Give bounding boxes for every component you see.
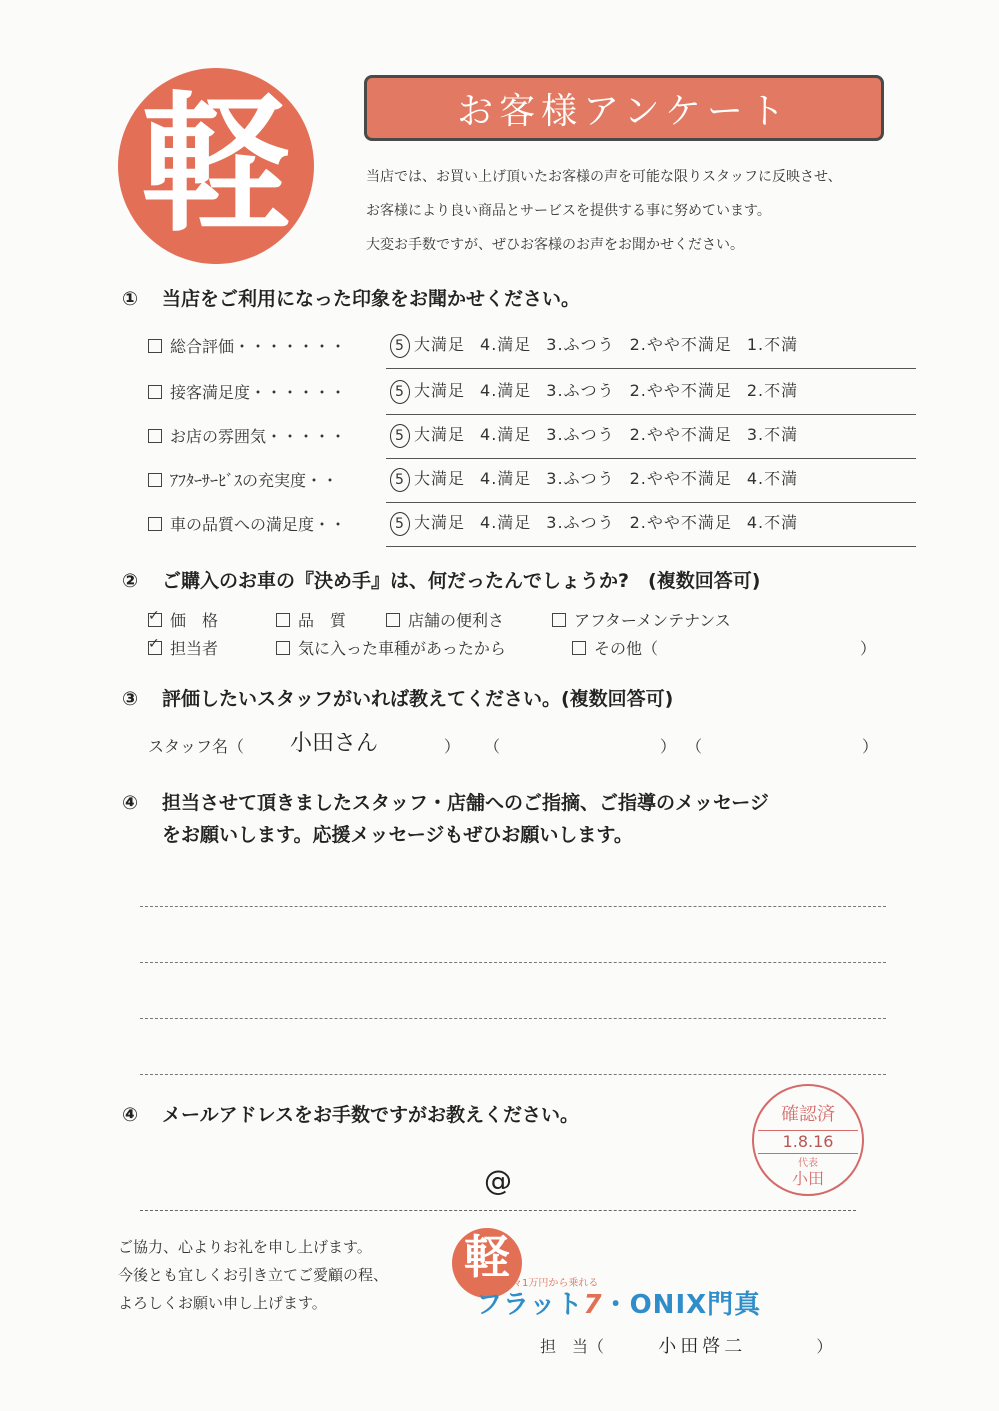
q1-row-label: 接客満足度・・・・・・ — [148, 380, 346, 403]
staff-label: スタッフ名（ — [148, 737, 245, 756]
answer-line — [386, 546, 916, 547]
checkbox[interactable] — [148, 473, 162, 487]
q1-row-label: ｱﾌﾀｰｻｰﾋﾞｽの充実度・・ — [148, 468, 338, 491]
email-at-sign: @ — [484, 1164, 512, 1197]
checkbox[interactable] — [386, 613, 400, 627]
staff-open-3: （ — [686, 737, 703, 756]
brand-tagline: 月々1万円から乗れる — [502, 1278, 599, 1289]
q2-heading — [122, 566, 760, 593]
stamp-role: 代表 — [798, 1158, 818, 1169]
checkbox[interactable] — [148, 429, 162, 443]
confirmation-stamp — [752, 1084, 864, 1196]
stamp-date: 1.8.16 — [758, 1130, 858, 1154]
email-input-line[interactable] — [140, 1210, 856, 1211]
q4-number: ④ — [122, 792, 139, 814]
selected-circle[interactable]: 5 — [390, 424, 410, 448]
q2-text: ご購入のお車の『決め手』は、何だったんでしょうか? (複数回答可) — [162, 570, 761, 592]
stamp-top: 確認済 — [781, 1104, 835, 1125]
checkbox[interactable] — [148, 385, 162, 399]
q1-row-label: 車の品質への満足度・・ — [148, 512, 346, 535]
answer-line — [386, 458, 916, 459]
checkbox[interactable] — [148, 339, 162, 353]
answer-line — [386, 414, 916, 415]
checkbox[interactable] — [148, 517, 162, 531]
q2-number: ② — [122, 570, 139, 592]
intro-line-3: 大変お手数ですが、ぜひお客様のお声をお聞かせください。 — [366, 237, 744, 253]
checkbox-checked[interactable] — [148, 641, 162, 655]
answer-line — [386, 368, 916, 369]
q1-row-label: 総合評価・・・・・・・ — [148, 334, 346, 357]
intro-line-2: お客様により良い商品とサービスを提供する事に努めています。 — [366, 203, 771, 219]
q3-number: ③ — [122, 688, 139, 710]
q1-scale: 5 大満足 4.満足 3.ふつう 2.やや不満足 4.不満 — [390, 466, 813, 492]
q4-line-1: 担当させて頂きましたスタッフ・店舗へのご指摘、ご指導のメッセージ — [162, 792, 769, 814]
q1-heading — [122, 284, 580, 311]
tantou-close: ） — [816, 1337, 833, 1356]
q3-text: 評価したいスタッフがいれば教えてください。(複数回答可) — [162, 688, 674, 710]
title-banner — [364, 75, 884, 141]
q1-scale: 5 大満足 4.満足 3.ふつう 2.やや不満足 2.不満 — [390, 378, 813, 404]
q1-scale: 5 大満足 4.満足 3.ふつう 2.やや不満足 3.不満 — [390, 422, 813, 448]
q1-scale: 5 大満足 4.満足 3.ふつう 2.やや不満足 1.不満 — [390, 332, 813, 358]
option-model[interactable]: 気に入った車種があったから — [276, 636, 506, 659]
staff-open-2: （ — [484, 737, 501, 756]
selected-circle[interactable]: 5 — [390, 468, 410, 492]
page-title: お客様アンケート — [457, 90, 791, 132]
selected-circle[interactable]: 5 — [390, 334, 410, 358]
person-in-charge — [540, 1332, 832, 1358]
message-line[interactable] — [140, 906, 886, 907]
q1-scale: 5 大満足 4.満足 3.ふつう 2.やや不満足 4.不満 — [390, 510, 813, 536]
checkbox[interactable] — [276, 641, 290, 655]
message-line[interactable] — [140, 962, 886, 963]
selected-circle[interactable]: 5 — [390, 512, 410, 536]
q5-number: ④ — [122, 1104, 139, 1126]
staff-close-3: ） — [862, 737, 879, 756]
intro-line-1: 当店では、お買い上げ頂いたお客様の声を可能な限りスタッフに反映させ、 — [366, 169, 842, 185]
q5-text: メールアドレスをお手数ですがお教えください。 — [162, 1104, 580, 1126]
q1-row-label: お店の雰囲気・・・・・ — [148, 424, 346, 447]
option-other-close: ） — [860, 639, 877, 658]
staff-name-handwritten[interactable]: 小田さん — [290, 731, 379, 756]
message-line[interactable] — [140, 1074, 886, 1075]
closing-line-1: ご協力、心よりお礼を申し上げます。 — [118, 1238, 372, 1256]
option-price[interactable]: ✓価 格 — [148, 608, 218, 631]
brand-name: フラット7・ONIX門真 — [476, 1290, 762, 1320]
checkbox[interactable] — [552, 613, 566, 627]
q1-text: 当店をご利用になった印象をお聞かせください。 — [162, 288, 581, 310]
logo-kanji: 軽 — [140, 79, 291, 253]
tantou-name: 小田啓二 — [658, 1336, 747, 1357]
staff-close-1: ） — [444, 737, 461, 756]
q4-heading — [122, 788, 769, 815]
q1-number: ① — [122, 288, 139, 310]
q3-heading — [122, 684, 673, 711]
answer-line — [386, 502, 916, 503]
option-other[interactable]: その他（ — [572, 636, 658, 659]
closing-line-2: 今後とも宜しくお引き立てご愛顧の程、 — [118, 1266, 389, 1284]
checkbox[interactable] — [572, 641, 586, 655]
option-store[interactable]: 店舗の便利さ — [386, 608, 504, 631]
q5-heading — [122, 1100, 579, 1127]
staff-close-2: ） — [660, 737, 677, 756]
closing-line-3: よろしくお願い申し上げます。 — [118, 1294, 327, 1312]
option-quality[interactable]: 品 質 — [276, 608, 346, 631]
message-line[interactable] — [140, 1018, 886, 1019]
brand-logo-char: 軽 — [464, 1230, 510, 1284]
option-staff[interactable]: ✓担当者 — [148, 636, 218, 659]
stamp-name: 小田 — [791, 1169, 824, 1188]
option-after[interactable]: アフターメンテナンス — [552, 608, 731, 631]
tantou-label: 担 当（ — [540, 1337, 605, 1356]
checkbox[interactable] — [276, 613, 290, 627]
selected-circle[interactable]: 5 — [390, 380, 410, 404]
q4-line-2: をお願いします。応援メッセージもぜひお願いします。 — [162, 824, 633, 846]
checkbox-checked[interactable] — [148, 613, 162, 627]
